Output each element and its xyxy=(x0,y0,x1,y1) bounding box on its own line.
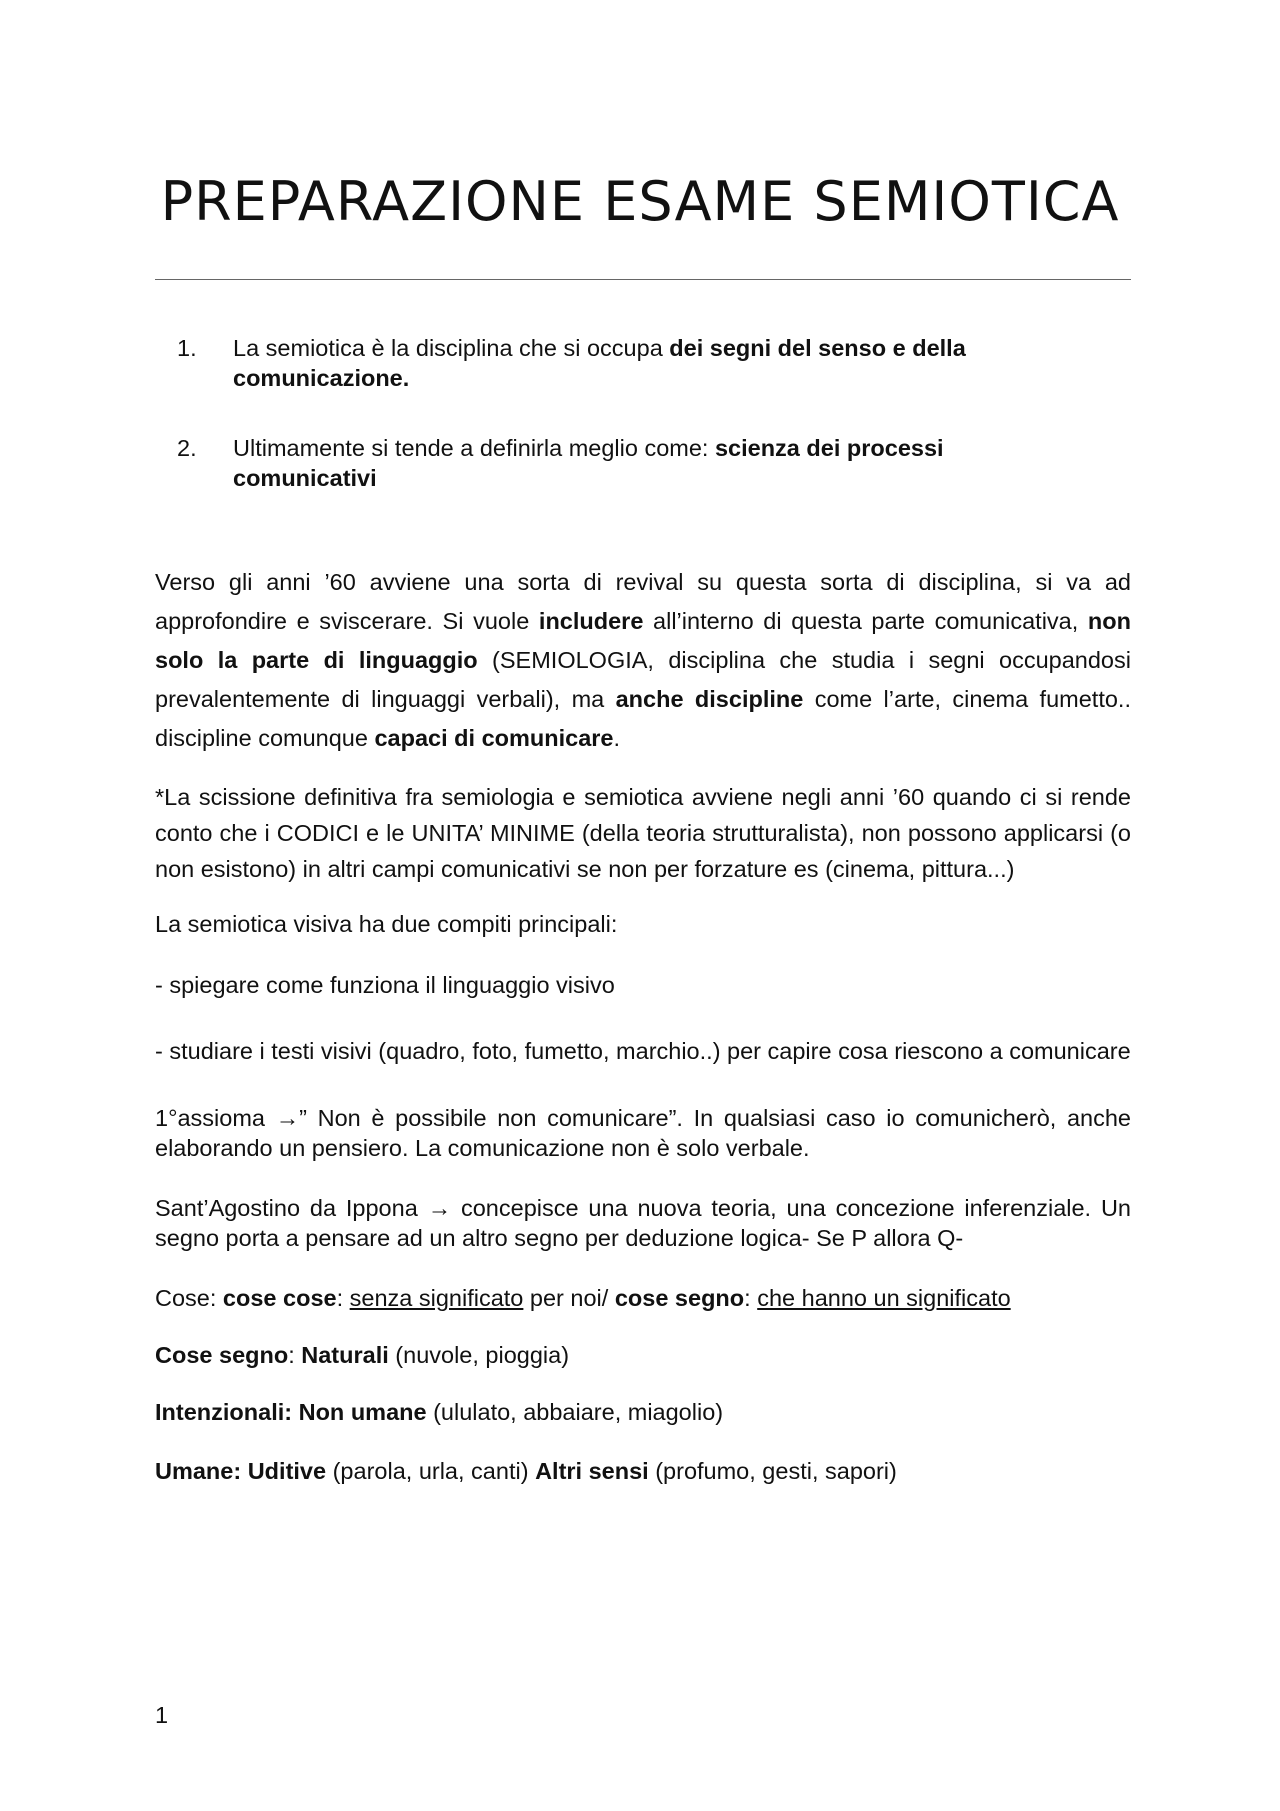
paragraph-agostino: Sant’Agostino da Ippona → concepisce una nuova teoria, una concezione inferenziale. Un segno porta a pensare ad un altro segno per deduzione logica- Se P allora Q- xyxy=(155,1195,1131,1251)
list-text: Ultimamente si tende a definirla meglio come: xyxy=(233,435,715,461)
bold-run: Altri sensi xyxy=(535,1458,649,1484)
text-run: Cose: xyxy=(155,1285,223,1311)
paragraph-intenzionali xyxy=(155,1397,1131,1427)
paragraph-compiti: La semiotica visiva ha due compiti principali: xyxy=(155,911,618,937)
list-number: 2. xyxy=(177,435,197,461)
list-bold-text: scienza dei processi comunicativi xyxy=(233,435,944,491)
page-number: 1 xyxy=(155,1702,169,1728)
bold-run: cose cose xyxy=(222,1285,337,1311)
document-body xyxy=(155,333,1131,1486)
list-item xyxy=(155,333,1029,393)
paragraph-cose xyxy=(155,1283,1131,1313)
paragraph-cose-segno xyxy=(155,1340,1131,1370)
paragraph-compito-1: - spiegare come funziona il linguaggio visivo xyxy=(155,972,615,998)
list-text: La semiotica è la disciplina che si occupa xyxy=(233,335,670,361)
text-run: (nuvole, pioggia) xyxy=(388,1342,570,1368)
paragraph-scissione: *La scissione definitiva fra semiologia e semiotica avviene negli anni ’60 quando ci si rende conto che i CODICI e le UNITA’ MINIME (della teoria strutturalista), non possono applicarsi (o non esistono) in altri campi comunicativi se non per forzature es (cinema, pittura...) xyxy=(155,784,1131,882)
text-run: Verso gli anni ’60 avviene una sorta di revival su questa sorta di disciplina, si va ad approfondire e sviscerare. Si vuole xyxy=(155,569,1131,634)
bold-run: non solo la parte di linguaggio xyxy=(155,608,1131,673)
text-run: (SEMIOLOGIA, disciplina che studia i segni occupandosi prevalentemente di linguaggi verbali), ma xyxy=(155,647,1131,712)
paragraph-umane xyxy=(155,1456,1131,1486)
bold-run: cose segno xyxy=(614,1285,745,1311)
text-run: all’interno di questa parte comunicativa, xyxy=(643,608,1088,634)
text-run: . xyxy=(613,725,621,751)
paragraph-revival xyxy=(155,563,1131,758)
paragraph-assioma: 1°assioma →” Non è possibile non comunicare”. In qualsiasi caso io comunicherò, anche elaborando un pensiero. La comunicazione non è solo verbale. xyxy=(155,1105,1131,1161)
text-run: : xyxy=(336,1285,350,1311)
bold-run: anche discipline xyxy=(615,686,804,712)
text-run: (parola, urla, canti) xyxy=(326,1458,536,1484)
list-number: 1. xyxy=(177,335,197,361)
bold-run: includere xyxy=(538,608,644,634)
list-bold-text: dei segni del senso e della comunicazione. xyxy=(233,335,966,391)
numbered-list xyxy=(155,333,1131,493)
paragraph-compito-2: - studiare i testi visivi (quadro, foto, fumetto, marchio..) per capire cosa riescono a comunicare xyxy=(155,1038,1131,1064)
bold-run: Cose segno xyxy=(155,1342,289,1368)
text-run: per noi/ xyxy=(523,1285,615,1311)
list-item xyxy=(155,433,1029,493)
bold-run: Naturali xyxy=(301,1342,389,1368)
bold-run: Intenzionali: Non umane xyxy=(155,1399,427,1425)
title-divider xyxy=(155,279,1131,280)
text-run: come l’arte, cinema fumetto.. discipline comunque xyxy=(155,686,1131,751)
underlined-run: che hanno un significato xyxy=(757,1285,1011,1311)
text-run: : xyxy=(288,1342,302,1368)
text-run: (ululato, abbaiare, miagolio) xyxy=(426,1399,724,1425)
underlined-run: senza significato xyxy=(349,1285,524,1311)
bold-run: capaci di comunicare xyxy=(374,725,614,751)
bold-run: Umane: Uditive xyxy=(155,1458,327,1484)
text-run: : xyxy=(744,1285,758,1311)
text-run: (profumo, gesti, sapori) xyxy=(648,1458,897,1484)
page-title: PREPARAZIONE ESAME SEMIOTICA xyxy=(160,170,1120,233)
